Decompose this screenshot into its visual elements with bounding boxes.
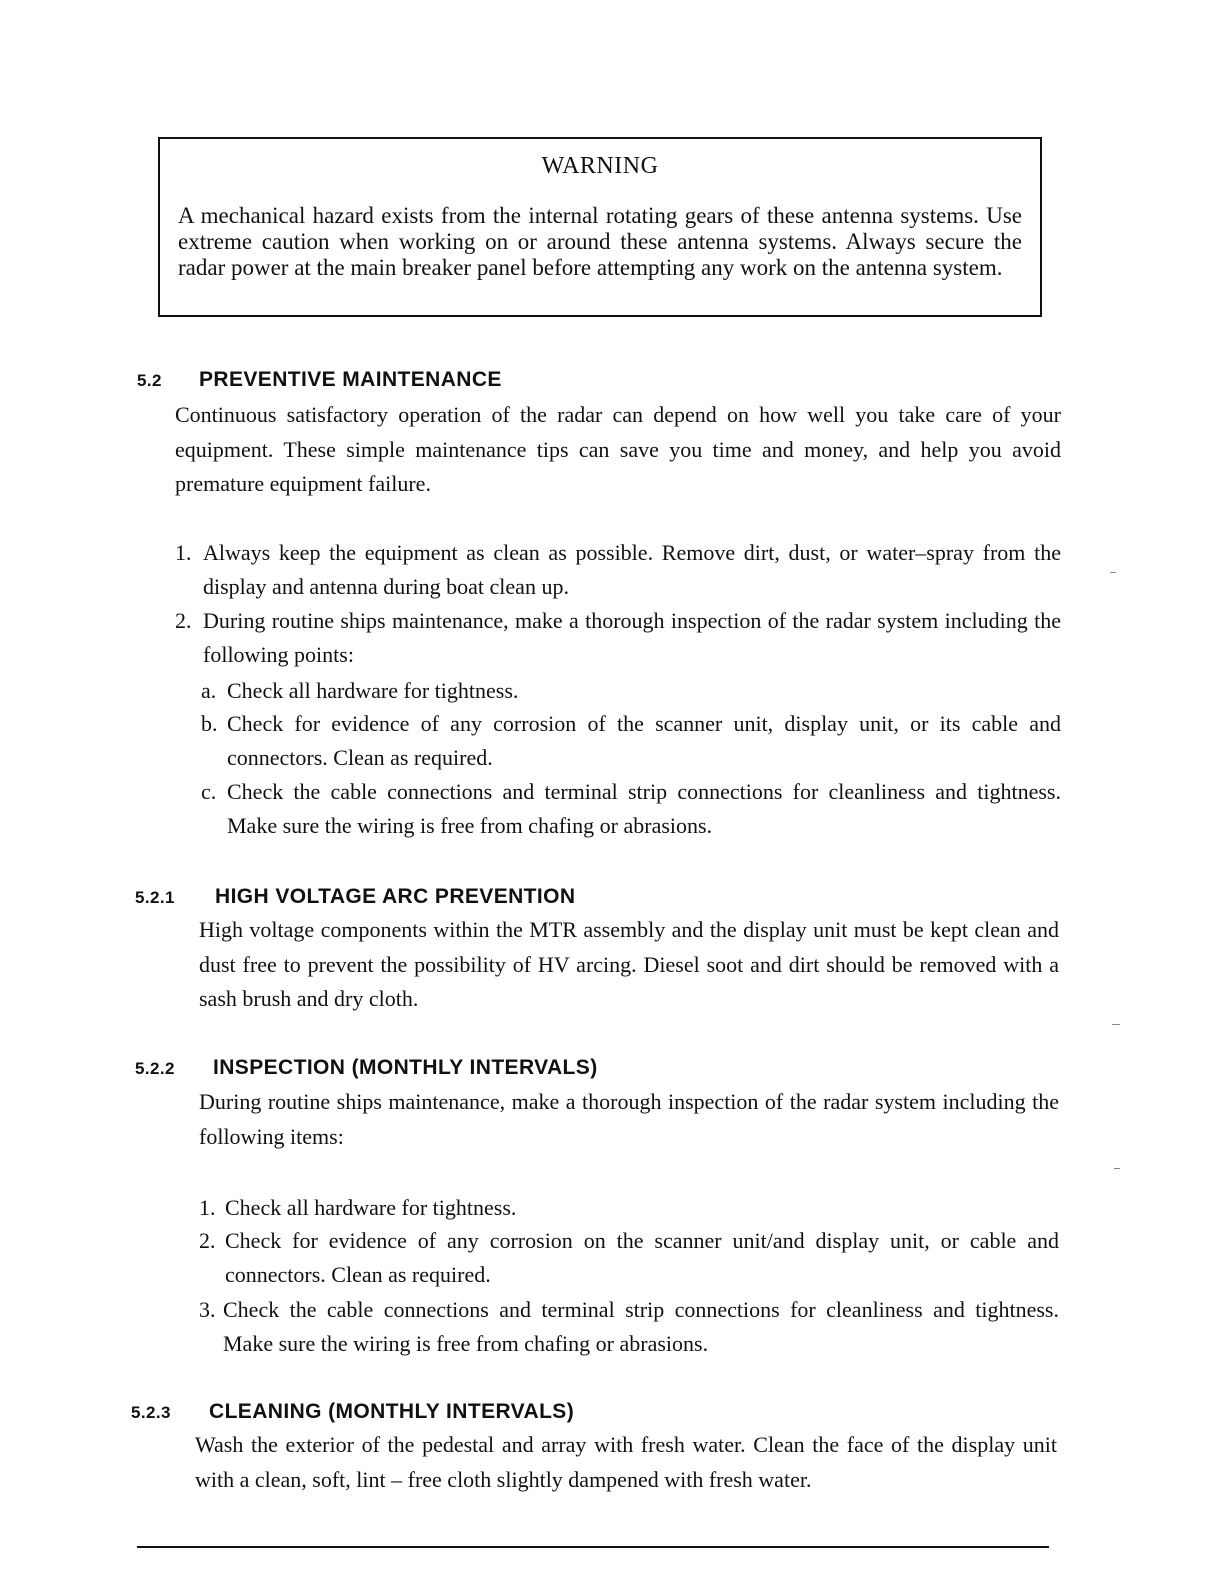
warning-text: A mechanical hazard exists from the internal rotating gears of these antenna systems. Use extreme caution when working on or around these antenna systems. Always secure the radar power at the main breaker panel before attempting any work on the antenna system. — [178, 203, 1022, 280]
section-number: 5.2.1 — [135, 888, 175, 907]
list-marker: b. — [201, 711, 218, 736]
section-number: 5.2 — [137, 371, 162, 390]
section-title: PREVENTIVE MAINTENANCE — [199, 368, 502, 391]
preventive-maintenance-intro: Continuous satisfactory operation of the radar can depend on how well you take care of your equipment. These simple maintenance tips can save you time and money, and help you avoid premature equipment failure. — [175, 402, 1061, 496]
section-title: HIGH VOLTAGE ARC PREVENTION — [215, 885, 576, 908]
section-title: INSPECTION (MONTHLY INTERVALS) — [213, 1056, 598, 1079]
warning-box — [158, 137, 1042, 317]
list-marker: 1. — [199, 1195, 216, 1220]
bottom-divider — [137, 1546, 1049, 1548]
sub-list-item — [201, 707, 1061, 777]
list-item — [199, 1224, 1059, 1294]
list-item — [199, 1293, 1059, 1363]
list-item-text: Check for evidence of any corrosion on the scanner unit/and display unit, or cable and connectors. Clean as required. — [225, 1228, 1059, 1287]
list-marker: 1. — [175, 540, 192, 565]
section-number: 5.2.3 — [131, 1403, 171, 1422]
list-marker: 2. — [199, 1228, 216, 1253]
list-item-text: Check the cable connections and terminal strip connections for cleanliness and tightness. Make sure the wiring is free from chafing or abrasions. — [227, 779, 1061, 838]
section-title: CLEANING (MONTHLY INTERVALS) — [209, 1400, 575, 1423]
list-marker: 2. — [175, 608, 192, 633]
sub-list-item — [201, 775, 1061, 845]
list-item-text: Check all hardware for tightness. — [227, 678, 519, 703]
warning-title: WARNING — [541, 153, 659, 179]
sub-list-item — [201, 674, 1061, 708]
list-item — [175, 604, 1061, 674]
list-item-text: Always keep the equipment as clean as possible. Remove dirt, dust, or water–spray from the display and antenna during boat clean up. — [203, 540, 1061, 599]
list-item — [175, 536, 1061, 606]
list-marker: a. — [201, 678, 217, 703]
list-item-text: Check all hardware for tightness. — [225, 1195, 517, 1220]
high-voltage-body: High voltage components within the MTR assembly and the display unit must be kept clean and dust free to prevent the possibility of HV arcing. Diesel soot and dirt should be removed with a sash brush and dry cloth. — [199, 917, 1059, 1011]
list-item — [199, 1191, 1059, 1225]
cleaning-body: Wash the exterior of the pedestal and array with fresh water. Clean the face of the display unit with a clean, soft, lint – free cloth slightly dampened with fresh water. — [195, 1432, 1057, 1492]
scan-speck — [1110, 572, 1116, 573]
list-item-text: During routine ships maintenance, make a thorough inspection of the radar system including the following points: — [203, 608, 1061, 667]
list-item-text: Check for evidence of any corrosion of the scanner unit, display unit, or its cable and connectors. Clean as required. — [227, 711, 1061, 770]
inspection-intro: During routine ships maintenance, make a thorough inspection of the radar system including the following items: — [199, 1089, 1059, 1149]
scan-speck — [1114, 1168, 1120, 1169]
scan-speck — [1112, 1024, 1120, 1025]
list-marker: c. — [201, 779, 217, 804]
list-item-text: Check the cable connections and terminal strip connections for cleanliness and tightness. Make sure the wiring is free from chafing or abrasions. — [223, 1297, 1059, 1356]
list-marker: 3. — [199, 1297, 216, 1322]
section-number: 5.2.2 — [135, 1059, 175, 1078]
